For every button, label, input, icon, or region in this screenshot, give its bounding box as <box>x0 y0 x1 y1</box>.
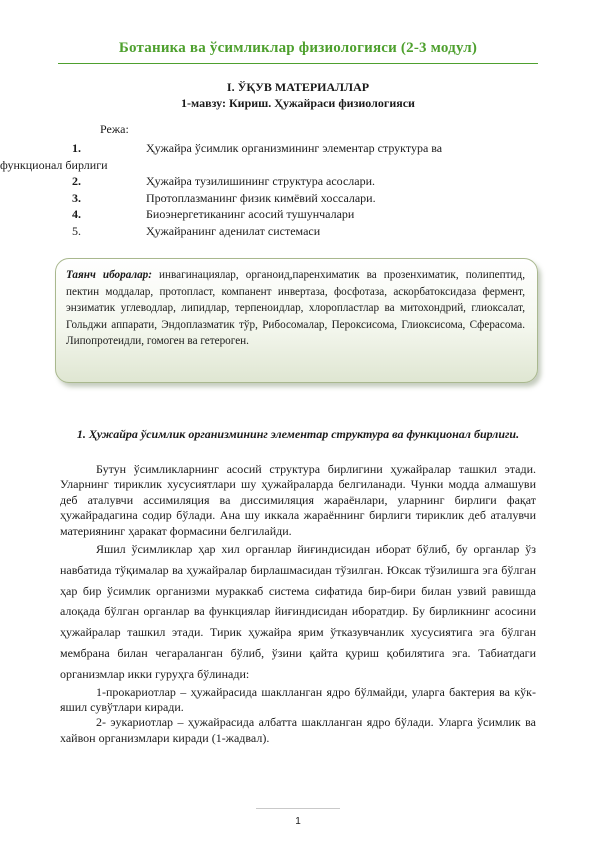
key-terms-box <box>55 258 538 383</box>
plan-item <box>60 224 540 239</box>
plan-item <box>60 141 540 156</box>
paragraph: 1-прокариотлар – ҳужайрасида шаклланган ядро бўлмайди, уларга бактерия ва кўк-яшил сувўтлари киради. <box>60 684 536 715</box>
paragraph: 2- эукариотлар – ҳужайрасида албатта шаклланган ядро бўлади. Уларга ўсимлик ва хайвон организмлари киради (1-жадвал). <box>60 715 536 745</box>
section-heading: 1. Ҳужайра ўсимлик организмининг элементар структура ва функционал бирлиги. <box>76 427 520 441</box>
key-terms-label: Таянч иборалар: <box>66 269 152 281</box>
plan-item <box>60 207 540 222</box>
paragraph: Яшил ўсимликлар ҳар хил органлар йиғиндисидан иборат бўлиб, бу органлар ўз навбатида тўқималар ва ҳужайралар бирлашмасидан тўзилган. Юксак тўзилишга эга бўлган ҳар бир ўсимлик организми мураккаб система сифатида бир-бири билан узвий равишда алоқада бўлган органлар ва функциялар йиғиндисидан иборатдир. Бу бирликнинг асосини ҳужайралар ташкил этади. Тирик ҳужайра ярим ўтказувчанлик хусусиятига эга бўлган мембрана билан чегараланган бўлиб, ўзини қайта қуриш қобилятига эга. Табиатдаги организмлар икки гуруҳга бўлинади: <box>60 542 536 681</box>
section-title: I. ЎҚУВ МАТЕРИАЛЛАР <box>226 80 370 94</box>
page-header-title: Ботаника ва ўсимликлар физиологияси (2-3 модул) <box>118 40 478 56</box>
header-divider <box>58 63 538 64</box>
paragraph: Бутун ўсимликларнинг асосий структура бирлигини ҳужайралар ташкил этади. Уларнинг тириклик хусусиятлари шу ҳужайраларда белгиланади. Чунки модда алмашуви деб аталувчи ассимиляция ва диссимиляция жараёнлари, уларнинг бирлиги фақат ҳужайрадагина содир бўлади. Ана шу иккала жараённинг бирлиги тириклик деб аталувчи материянинг ҳаракат формасини белгилайди. <box>60 462 536 538</box>
plan-item-text: Биоэнергетиканинг асосий тушунчалари <box>146 207 355 221</box>
footer-divider <box>256 808 340 809</box>
plan-item-number: 2. <box>72 174 81 188</box>
plan-item <box>60 174 540 189</box>
plan-item-continuation: функционал бирлиги <box>0 157 108 172</box>
topic-title: 1-мавзу: Кириш. Ҳужайраси физиологияси <box>181 96 415 110</box>
plan-list <box>0 141 540 240</box>
plan-label: Режа: <box>100 122 129 136</box>
plan-item-text: Протоплазманинг физик кимёвий хоссалари. <box>146 190 376 205</box>
body-text <box>60 462 536 746</box>
key-terms-list: инвагинациялар, органоид,паренхиматик ва прозенхиматик, полипептид, пектин моддалар, протопласт, компанент инвертаза, фосфотаза, аскорбатоксидаза фермент, энзиматик углеводлар, липидлар, терпеноидлар, хлоропластлар ва митохондрий, глиоксалат, Гольджи аппарати, Эндоплазматик тўр, Рибосомалар, Пероксисома, Глиоксисома, Сферасома. Липопротеидли, гомоген ва гетероген. <box>66 269 525 347</box>
page-number: 1 <box>295 816 301 827</box>
key-terms-text <box>66 267 525 350</box>
plan-item-number: 1. <box>72 141 81 155</box>
plan-item-number: 3. <box>72 190 81 205</box>
plan-item-number: 4. <box>72 207 81 221</box>
plan-item-text: Ҳужайра ўсимлик организмининг элементар структура ва <box>146 141 443 155</box>
plan-item-text: Ҳужайра тузилишининг структура асослари. <box>146 174 376 188</box>
plan-item-text: Ҳужайранинг аденилат системаси <box>146 223 321 238</box>
plan-item-number: 5. <box>72 223 81 238</box>
plan-item <box>60 191 540 206</box>
